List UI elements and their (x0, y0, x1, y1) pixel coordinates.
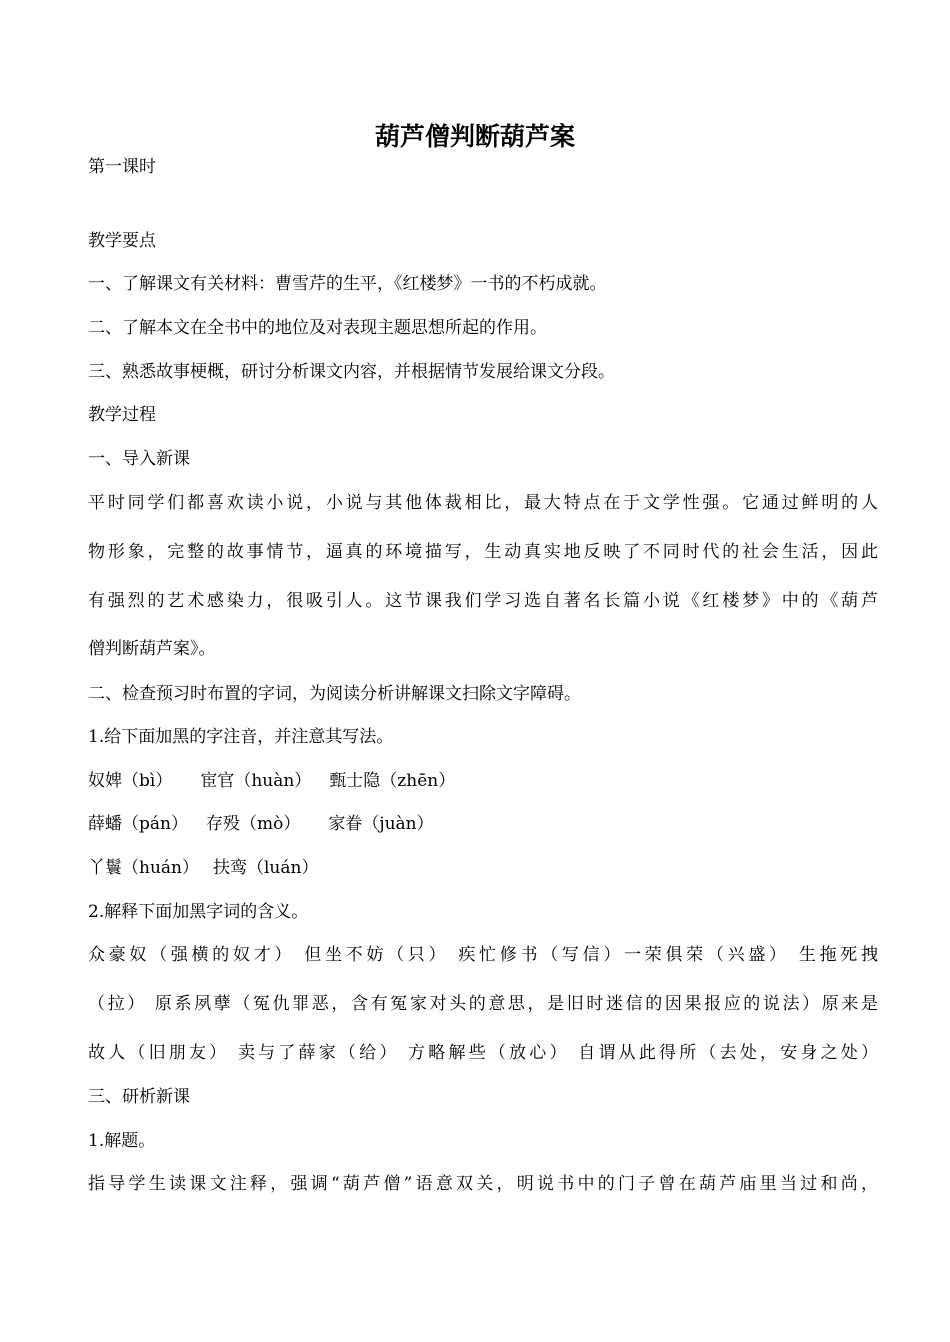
paragraph-line: 僧判断葫芦案》。 (88, 639, 216, 659)
meaning-line: 故人（旧朋友） 卖与了薛家（给） 方略解些（放心） 自谓从此得所（去处，安身之处） (88, 1043, 878, 1063)
pinyin-item: 扶鸾（luán） (212, 858, 319, 878)
document-title: 葫芦僧判断葫芦案 (374, 122, 575, 151)
paragraph-line: 有强烈的艺术感染力，很吸引人。这节课我们学习选自著名长篇小说《红楼梦》中的《葫芦 (88, 591, 878, 611)
pinyin-item: 甄士隐（zhēn） (329, 771, 456, 791)
pinyin-row (88, 856, 878, 880)
paragraph-line: 指导学生读课文注释，强调“葫芦僧”语意双关，明说书中的门子曾在葫芦庙里当过和尚， (88, 1174, 878, 1194)
paragraph-line: 物形象，完整的故事情节，逼真的环境描写，生动真实地反映了不同时代的社会生活，因此 (88, 542, 878, 562)
pinyin-item: 薛蟠（pán） (88, 814, 188, 834)
meaning-line: 众豪奴（强横的奴才） 但坐不妨（只） 疾忙修书（写信）一荣俱荣（兴盛） 生拖死拽 (88, 945, 878, 965)
teaching-point-item: 二、了解本文在全书中的地位及对表现主题思想所起的作用。 (88, 318, 547, 338)
pinyin-row (88, 812, 878, 836)
pinyin-item: 宦官（huàn） (200, 771, 312, 791)
pinyin-item: 奴婢（bì） (88, 771, 173, 791)
subsection-heading-check: 二、检查预习时布置的字词，为阅读分析讲解课文扫除文字障碍。 (88, 684, 581, 704)
task-title-analysis: 1.解题。 (88, 1131, 156, 1151)
pinyin-item: 丫鬟（huán） (88, 858, 199, 878)
task-pinyin: 1.给下面加黑的字注音，并注意其写法。 (88, 727, 394, 747)
subsection-heading-intro: 一、导入新课 (88, 449, 190, 469)
section-heading-teaching-process: 教学过程 (88, 405, 156, 425)
section-heading-teaching-points: 教学要点 (88, 231, 156, 251)
pinyin-item: 家眷（juàn） (328, 814, 434, 834)
subsection-heading-analysis: 三、研析新课 (88, 1087, 190, 1107)
lesson-period: 第一课时 (88, 157, 156, 177)
paragraph-line: 平时同学们都喜欢读小说，小说与其他体裁相比，最大特点在于文学性强。它通过鲜明的人 (88, 493, 878, 513)
task-meaning: 2.解释下面加黑字词的含义。 (88, 902, 309, 922)
meaning-line: （拉） 原系夙孽（冤仇罪恶，含有冤家对头的意思，是旧时迷信的因果报应的说法）原来是 (88, 994, 878, 1014)
teaching-point-item: 三、熟悉故事梗概，研讨分析课文内容，并根据情节发展给课文分段。 (88, 362, 615, 382)
pinyin-row (88, 769, 878, 793)
teaching-point-item: 一、了解课文有关材料：曹雪芹的生平，《红楼梦》一书的不朽成就。 (88, 274, 607, 294)
pinyin-item: 存殁（mò） (205, 814, 301, 834)
